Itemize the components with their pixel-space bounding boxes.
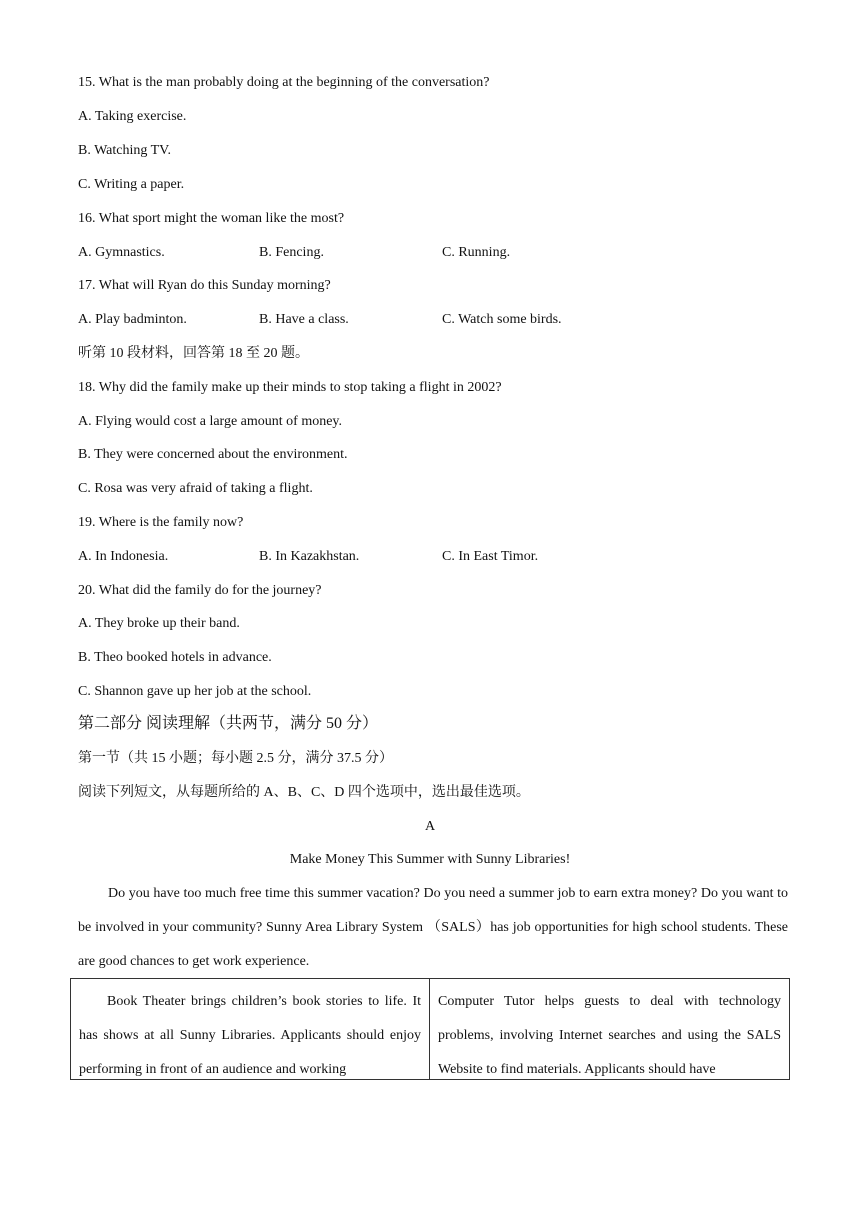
q17-option-c: C. Watch some birds. <box>442 312 562 327</box>
section-10-instruction: 听第 10 段材料，回答第 18 至 20 题。 <box>78 346 309 361</box>
passage-title: Make Money This Summer with Sunny Libraries! <box>289 852 571 867</box>
section-1-title: 第一节（共 15 小题；每小题 2.5 分，满分 37.5 分） <box>78 751 393 766</box>
q19-option-b: B. In Kazakhstan. <box>259 549 360 564</box>
reading-instruction: 阅读下列短文，从每题所给的 A、B、C、D 四个选项中，选出最佳选项。 <box>78 785 530 800</box>
q16-option-c: C. Running. <box>442 245 511 260</box>
q17-option-a: A. Play badminton. <box>78 312 187 327</box>
question-20: 20. What did the family do for the journey? <box>78 583 322 598</box>
q20-option-a: A. They broke up their band. <box>78 616 240 631</box>
question-15: 15. What is the man probably doing at the beginning of the conversation? <box>78 75 490 90</box>
q19-option-a: A. In Indonesia. <box>78 549 169 564</box>
q17-option-b: B. Have a class. <box>259 312 349 327</box>
question-18: 18. Why did the family make up their minds to stop taking a flight in 2002? <box>78 380 502 395</box>
passage-letter: A <box>424 819 436 834</box>
q16-option-b: B. Fencing. <box>259 245 324 260</box>
q18-option-c: C. Rosa was very afraid of taking a flight. <box>78 481 313 496</box>
question-16: 16. What sport might the woman like the most? <box>78 211 345 226</box>
passage-intro: Do you have too much free time this summer vacation? Do you need a summer job to earn extra money? Do you want to be involved in your community? Sunny Area Library System （SALS）has job opportunities for high school students. These are good chances to get work experience. <box>78 886 788 969</box>
book-theater-cell: Book Theater brings children’s book stories to life. It has shows at all Sunny Libraries. Applicants should enjoy performing in front of an audience and working <box>71 979 430 1079</box>
computer-tutor-cell: Computer Tutor helps guests to deal with technology problems, involving Internet searches and using the SALS Website to find materials. Applicants should have <box>438 994 781 1077</box>
q20-option-c: C. Shannon gave up her job at the school. <box>78 684 312 699</box>
q15-option-a: A. Taking exercise. <box>78 109 187 124</box>
q18-option-a: A. Flying would cost a large amount of money. <box>78 414 343 429</box>
part-2-title: 第二部分 阅读理解（共两节，满分 50 分） <box>78 715 379 732</box>
question-17: 17. What will Ryan do this Sunday morning? <box>78 278 331 293</box>
q15-option-b: B. Watching TV. <box>78 143 171 158</box>
q18-option-b: B. They were concerned about the environment. <box>78 447 348 462</box>
q16-option-a: A. Gymnastics. <box>78 245 165 260</box>
q20-option-b: B. Theo booked hotels in advance. <box>78 650 272 665</box>
jobs-table <box>70 978 790 1080</box>
q19-option-c: C. In East Timor. <box>442 549 539 564</box>
question-19: 19. Where is the family now? <box>78 515 244 530</box>
q15-option-c: C. Writing a paper. <box>78 177 185 192</box>
